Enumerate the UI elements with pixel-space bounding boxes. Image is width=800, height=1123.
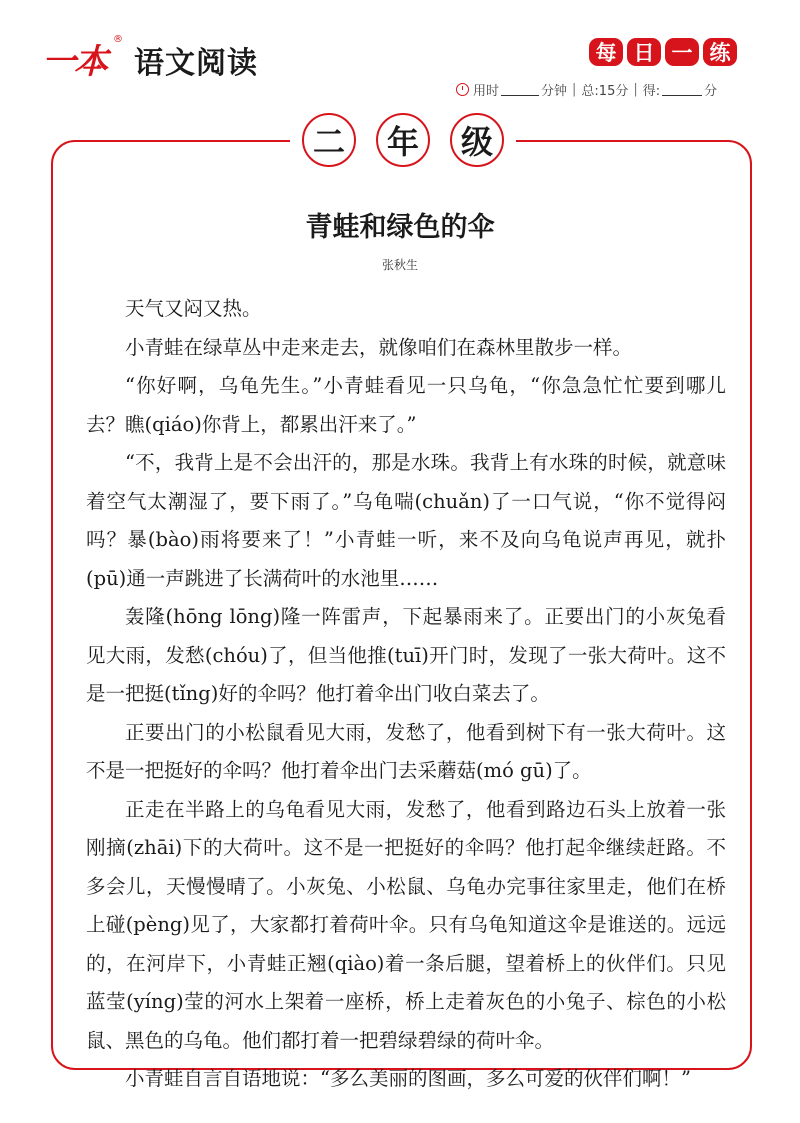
time-unit: 分钟 — [541, 84, 568, 99]
grade-badge — [302, 113, 504, 167]
score-line — [456, 80, 717, 99]
paragraph: 天气又闷又热。 — [125, 297, 262, 320]
paragraph: 正走在半路上的乌龟看见大雨，发愁了，他看到路边石头上放着一张刚摘(zhāi)下的大荷叶。这不是一把挺好的伞吗？他打起伞继续赶路。不多会儿，天慢慢晴了。小灰兔、小松鼠、乌龟办完事往家里走，他们在桥上碰(pèng)见了，大家都打着荷叶伞。只有乌龟知道这伞是谁送的。远远的，在河岸下，小青蛙正翘(qiào)着一条后腿，望着桥上的伙伴们。只见蓝莹(yíng)莹的河水上架着一座桥，桥上走着灰色的小兔子、棕色的小松鼠、黑色的乌龟。他们都打着一把碧绿碧绿的荷叶伞。 — [86, 797, 726, 1052]
daily-char: 每 — [589, 38, 623, 66]
time-label: 用时 — [473, 84, 500, 99]
score-unit: 分 — [704, 84, 718, 99]
score-blank[interactable] — [662, 83, 702, 96]
total-score: 总:15分 — [581, 84, 629, 99]
separator: | — [633, 82, 638, 97]
paragraph: “你好啊，乌龟先生。”小青蛙看见一只乌龟，“你急急忙忙要到哪儿去？瞧(qiáo)你背上，都累出汗来了。” — [86, 374, 726, 436]
grade-char: 二 — [302, 113, 356, 167]
daily-char: 日 — [627, 38, 661, 66]
daily-char: 一 — [665, 38, 699, 66]
separator: | — [572, 82, 577, 97]
paragraph: “不，我背上是不会出汗的，那是水珠。我背上有水珠的时候，就意味着空气太潮湿了，要下雨了。”乌龟喘(chuǎn)了一口气说，“你不觉得闷吗？暴(bào)雨将要来了！”小青蛙一听，来不及向乌龟说声再见，就扑(pū)通一声跳进了长满荷叶的水池里…… — [86, 451, 726, 590]
clock-icon — [456, 83, 469, 96]
paragraph: 小青蛙自言自语地说：“多么美丽的图画，多么可爱的伙伴们啊！” — [125, 1067, 691, 1090]
grade-char: 级 — [450, 113, 504, 167]
daily-practice-badge — [589, 38, 737, 66]
time-blank[interactable] — [501, 83, 539, 96]
brand-logo: 一本 — [42, 42, 106, 82]
page-header — [0, 0, 800, 110]
grade-char: 年 — [376, 113, 430, 167]
article-title: 青蛙和绿色的伞 — [305, 212, 495, 243]
series-title: 语文阅读 — [134, 46, 258, 81]
paragraph: 小青蛙在绿草丛中走来走去，就像咱们在森林里散步一样。 — [125, 335, 633, 359]
paragraph: 轰隆(hōng lōng)隆一阵雷声，下起暴雨来了。正要出门的小灰兔看见大雨，发愁(chóu)了，但当他推(tuī)开门时，发现了一张大荷叶。这不是一把挺(tǐng)好的伞吗？他打着伞出门收白菜去了。 — [86, 605, 726, 705]
registered-mark: ® — [113, 34, 123, 45]
daily-char: 练 — [703, 38, 737, 66]
article-body — [86, 290, 726, 1099]
article-author: 张秋生 — [381, 258, 418, 272]
paragraph: 正要出门的小松鼠看见大雨，发愁了，他看到树下有一张大荷叶。这不是一把挺好的伞吗？他打着伞出门去采蘑菇(mó gū)了。 — [86, 720, 726, 782]
score-label: 得: — [642, 84, 661, 99]
